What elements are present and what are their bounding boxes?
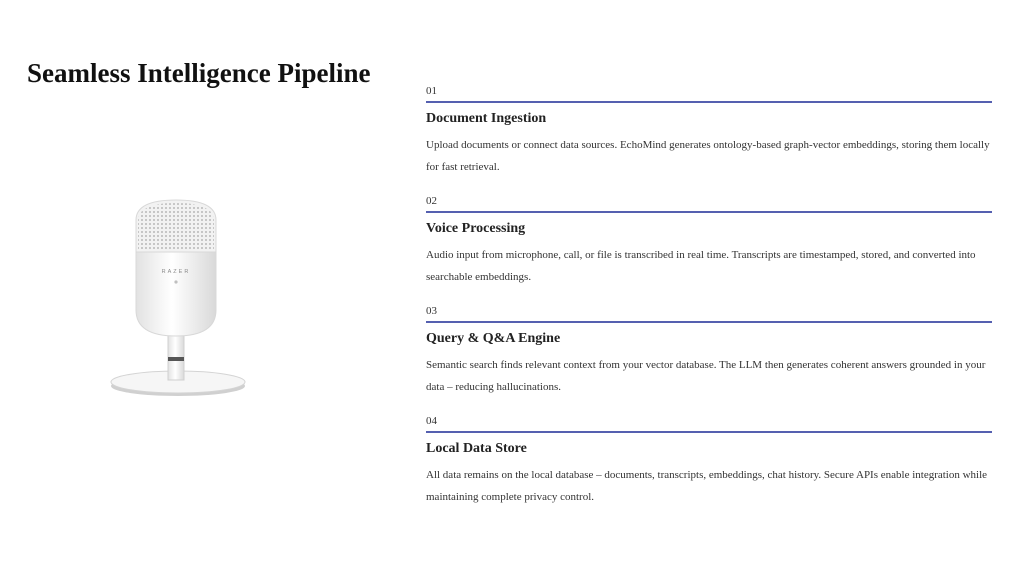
step-title: Document Ingestion <box>426 111 547 126</box>
step-title: Query & Q&A Engine <box>426 331 561 346</box>
pipeline-step <box>426 82 992 192</box>
step-number: 03 <box>426 305 437 317</box>
pipeline-step <box>426 302 992 412</box>
slide-title: Seamless Intelligence Pipeline <box>27 58 371 88</box>
microphone-brand-text: RAZER <box>161 269 191 275</box>
step-divider <box>426 211 992 213</box>
step-number: 04 <box>426 415 437 427</box>
step-number: 02 <box>426 195 437 207</box>
step-description: Upload documents or connect data sources. EchoMind generates ontology-based graph-vector embeddings, storing them locally for fast retrieval. <box>426 139 990 173</box>
step-description: All data remains on the local database – documents, transcripts, embeddings, chat history. Secure APIs enable integration while maintaining complete privacy control. <box>426 469 988 503</box>
pipeline-steps <box>426 82 992 522</box>
microphone-image <box>100 190 260 405</box>
step-description: Semantic search finds relevant context from your vector database. The LLM then generates coherent answers grounded in your data – reducing hallucinations. <box>426 359 986 393</box>
step-divider <box>426 101 992 103</box>
step-divider <box>426 431 992 433</box>
pipeline-step <box>426 192 992 302</box>
step-number: 01 <box>426 85 437 97</box>
microphone-stand <box>168 330 184 380</box>
step-title: Local Data Store <box>426 441 527 456</box>
pipeline-step <box>426 412 992 522</box>
step-description: Audio input from microphone, call, or file is transcribed in real time. Transcripts are timestamped, stored, and converted into searchable embeddings. <box>426 249 976 283</box>
microphone-body <box>136 250 216 336</box>
step-title: Voice Processing <box>426 221 526 236</box>
step-divider <box>426 321 992 323</box>
